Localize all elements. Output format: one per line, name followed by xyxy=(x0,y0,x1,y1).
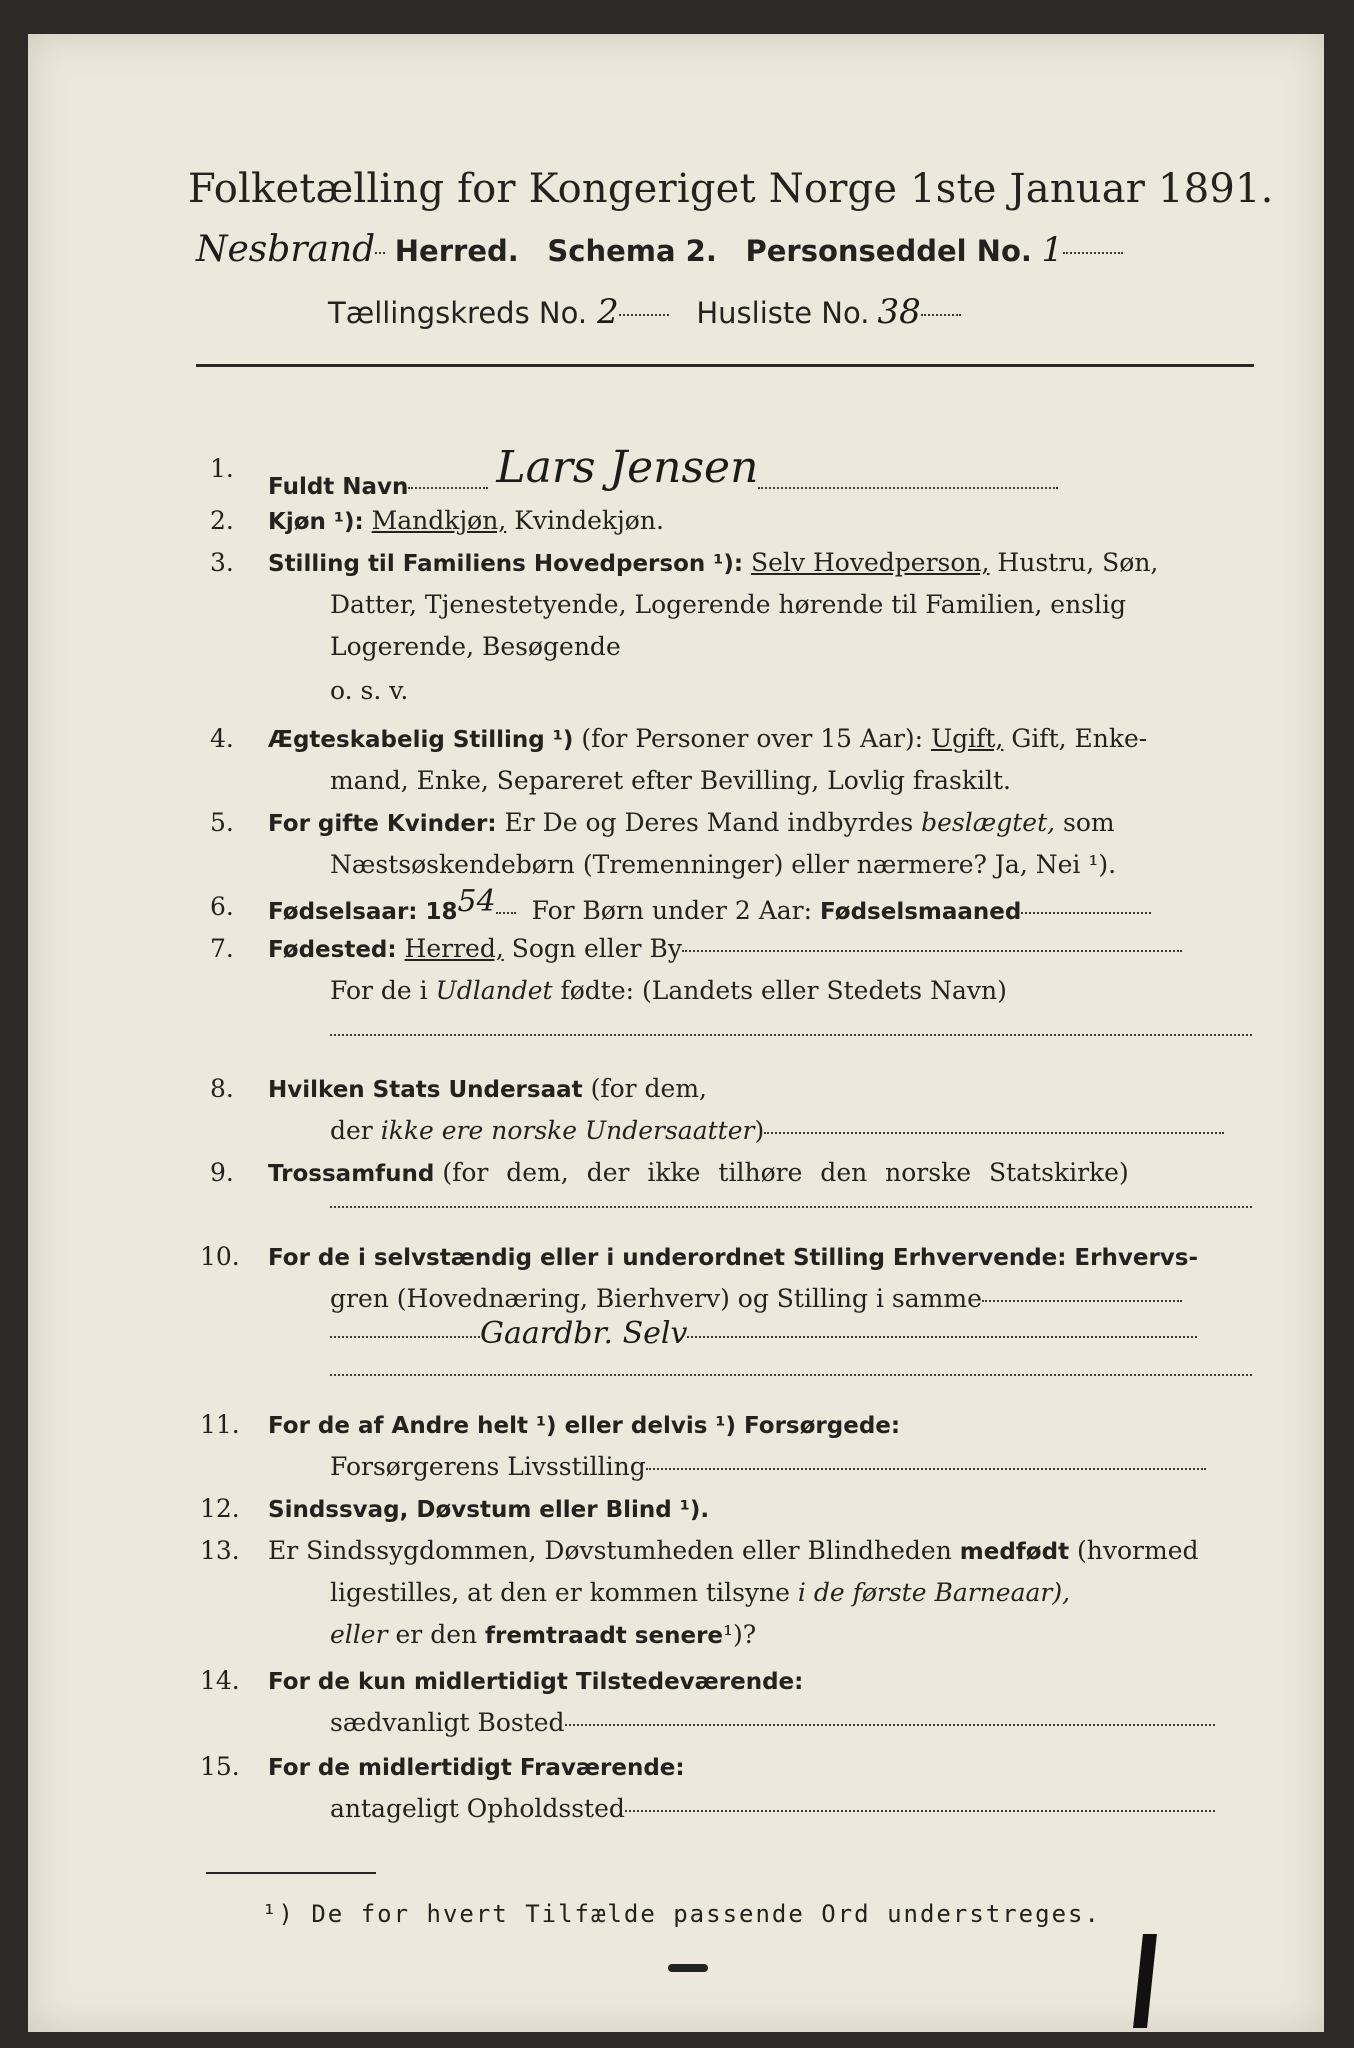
q13-line2-text: ligestilles, at den er kommen tilsyne xyxy=(330,1578,790,1607)
q14-label: For de kun midlertidigt Tilstedeværende: xyxy=(268,1669,804,1695)
q7-number: 7. xyxy=(210,934,234,963)
q3-rest: Hustru, Søn, xyxy=(997,548,1159,577)
q1-label: Fuldt Navn xyxy=(268,474,409,500)
q12-line xyxy=(268,1494,709,1523)
q9-number: 9. xyxy=(210,1158,234,1187)
q8-text: (for dem, xyxy=(590,1074,707,1103)
q6-label: Fødselsaar: 18 xyxy=(268,899,458,925)
census-form-sheet xyxy=(28,34,1324,2032)
q2-label: Kjøn ¹): xyxy=(268,509,364,535)
q9-label: Trossamfund xyxy=(268,1161,435,1187)
q8-line2-italic: ikke ere norske Undersaatter xyxy=(380,1116,755,1145)
schema-label: Schema 2. xyxy=(547,234,717,268)
q11-line1 xyxy=(268,1410,900,1439)
q5-text: Er De og Deres Mand indbyrdes xyxy=(504,808,914,837)
herred-label: Herred. xyxy=(394,234,519,268)
q7-line2-start: For de i xyxy=(330,976,428,1005)
q9-answer-line xyxy=(330,1206,1252,1208)
q9-line1 xyxy=(268,1158,1129,1187)
husliste-label: Husliste No. xyxy=(696,296,870,330)
q3-option-selv: Selv Hovedperson, xyxy=(751,548,990,577)
q15-line1 xyxy=(268,1752,685,1781)
q14-line2-text: sædvanligt Bosted xyxy=(330,1708,565,1737)
q7-line2-italic: Udlandet xyxy=(435,976,553,1005)
q8-label: Hvilken Stats Undersaat xyxy=(268,1077,583,1103)
q5-italic: beslægtet, xyxy=(921,808,1056,837)
q4-line2: mand, Enke, Separeret efter Bevilling, Lovlig fraskilt. xyxy=(330,766,1011,795)
header-rule xyxy=(196,364,1254,367)
q1-number: 1. xyxy=(210,454,234,483)
q3-line4: o. s. v. xyxy=(330,676,409,705)
q5-text-end: som xyxy=(1063,808,1115,837)
q6-number: 6. xyxy=(210,892,234,921)
q3-line3: Logerende, Besøgende xyxy=(330,632,621,661)
q10-label: Erhvervende: xyxy=(892,1245,1067,1271)
q3-line1 xyxy=(268,548,1158,577)
q13-text: Er Sindssygdommen, Døvstumheden eller Blindheden xyxy=(268,1536,952,1565)
footnote: ¹) De for hvert Tilfælde passende Ord understreges. xyxy=(262,1900,1101,1928)
q2-line xyxy=(268,506,664,535)
q5-number: 5. xyxy=(210,808,234,837)
q4-label: Ægteskabelig Stilling ¹) xyxy=(268,727,574,753)
kreds-line xyxy=(328,292,961,332)
q15-line2-text: antageligt Opholdssted xyxy=(330,1794,625,1823)
q5-label: For gifte Kvinder: xyxy=(268,811,497,837)
q15-label: For de midlertidigt Fraværende: xyxy=(268,1755,685,1781)
q6-value: 54 xyxy=(457,884,496,919)
ink-mark xyxy=(1133,1934,1157,2028)
q14-number: 14. xyxy=(200,1666,240,1695)
personseddel-label: Personseddel No. xyxy=(745,234,1032,268)
q13-number: 13. xyxy=(200,1536,240,1565)
q10-answer-line xyxy=(330,1374,1252,1376)
q7-line1 xyxy=(268,934,1182,963)
q4-number: 4. xyxy=(210,724,234,753)
q13-line3-end: ¹)? xyxy=(723,1620,757,1649)
q13-line2 xyxy=(330,1578,1070,1607)
q15-line2 xyxy=(330,1794,1215,1823)
q8-line1 xyxy=(268,1074,707,1103)
q7-label: Fødested: xyxy=(268,937,397,963)
form-title: Folketælling for Kongeriget Norge 1ste Januar 1891. xyxy=(188,166,1274,212)
q11-line2 xyxy=(330,1452,1206,1481)
q6-text: For Børn under 2 Aar: xyxy=(531,896,813,925)
q3-label: Stilling til Familiens Hovedperson ¹): xyxy=(268,551,744,577)
q12-label: Sindssvag, Døvstum eller Blind ¹). xyxy=(268,1497,710,1523)
q11-line2-text: Forsørgerens Livsstilling xyxy=(330,1452,646,1481)
q2-option-kvindekjon: Kvindekjøn. xyxy=(514,506,664,535)
q4-option-ugift: Ugift, xyxy=(931,724,1004,753)
q13-line3-bold: fremtraadt senere xyxy=(485,1623,724,1649)
q15-number: 15. xyxy=(200,1752,240,1781)
personseddel-value: 1 xyxy=(1041,230,1064,270)
q3-number: 3. xyxy=(210,548,234,577)
q7-rest: Sogn eller By xyxy=(511,934,682,963)
q12-number: 12. xyxy=(200,1494,240,1523)
q14-line1 xyxy=(268,1666,803,1695)
q13-text-end: (hvormed xyxy=(1077,1536,1199,1565)
q13-line3-italic: eller xyxy=(330,1620,388,1649)
kreds-value: 2 xyxy=(597,292,619,332)
q8-line2-start: der xyxy=(330,1116,373,1145)
q4-rest: Gift, Enke- xyxy=(1011,724,1148,753)
q1-line xyxy=(268,442,1058,505)
q10-value: Gaardbr. Selv xyxy=(480,1316,688,1351)
q14-line2 xyxy=(330,1708,1215,1737)
q10-number: 10. xyxy=(200,1242,240,1271)
q13-line1 xyxy=(268,1536,1199,1565)
q10-text: For de i selvstændig eller i underordnet Stilling xyxy=(268,1245,885,1271)
q7-answer-line xyxy=(330,1034,1252,1036)
ink-smudge xyxy=(668,1964,708,1972)
q5-line2: Næstsøskendebørn (Tremenninger) eller nærmere? Ja, Nei ¹). xyxy=(330,850,1117,879)
q7-option-herred: Herred, xyxy=(404,934,504,963)
q10-label2: Erhvervs- xyxy=(1074,1245,1199,1271)
q4-line1 xyxy=(268,724,1147,753)
q10-line1 xyxy=(268,1242,1198,1271)
q6-line xyxy=(268,884,1151,927)
q13-line2-italic: i de første Barneaar), xyxy=(797,1578,1071,1607)
herred-line xyxy=(196,229,1123,270)
q1-value: Lars Jensen xyxy=(496,442,759,493)
q8-line2: der ikke ere norske Undersaatter) xyxy=(330,1116,1224,1145)
q2-number: 2. xyxy=(210,506,234,535)
q13-line3 xyxy=(330,1620,756,1649)
husliste-value: 38 xyxy=(877,292,921,332)
q2-option-mandkjon: Mandkjøn, xyxy=(371,506,507,535)
q10-line2-text: gren (Hovednæring, Bierhverv) og Stilling i samme xyxy=(330,1284,982,1313)
kreds-label: Tællingskreds No. xyxy=(328,296,588,330)
q13-line3-text: er den xyxy=(395,1620,478,1649)
q10-line2 xyxy=(330,1284,1182,1313)
q11-label: For de af Andre helt ¹) eller delvis ¹) Forsørgede: xyxy=(268,1413,901,1439)
q13-label: medfødt xyxy=(959,1539,1070,1565)
q10-line3 xyxy=(330,1316,1197,1351)
q3-line2: Datter, Tjenestetyende, Logerende hørende til Familien, enslig xyxy=(330,590,1127,619)
q4-text: (for Personer over 15 Aar): xyxy=(581,724,924,753)
q7-line2-end: fødte: (Landets eller Stedets Navn) xyxy=(560,976,1007,1005)
q11-number: 11. xyxy=(200,1410,240,1439)
q6-label2: Fødselsmaaned xyxy=(820,899,1022,925)
herred-value: Nesbrand xyxy=(196,229,376,270)
footnote-rule xyxy=(206,1872,376,1874)
q7-line2 xyxy=(330,976,1007,1005)
q9-text: (for dem, der ikke tilhøre den norske Statskirke) xyxy=(442,1158,1129,1187)
q5-line1 xyxy=(268,808,1115,837)
q8-number: 8. xyxy=(210,1074,234,1103)
